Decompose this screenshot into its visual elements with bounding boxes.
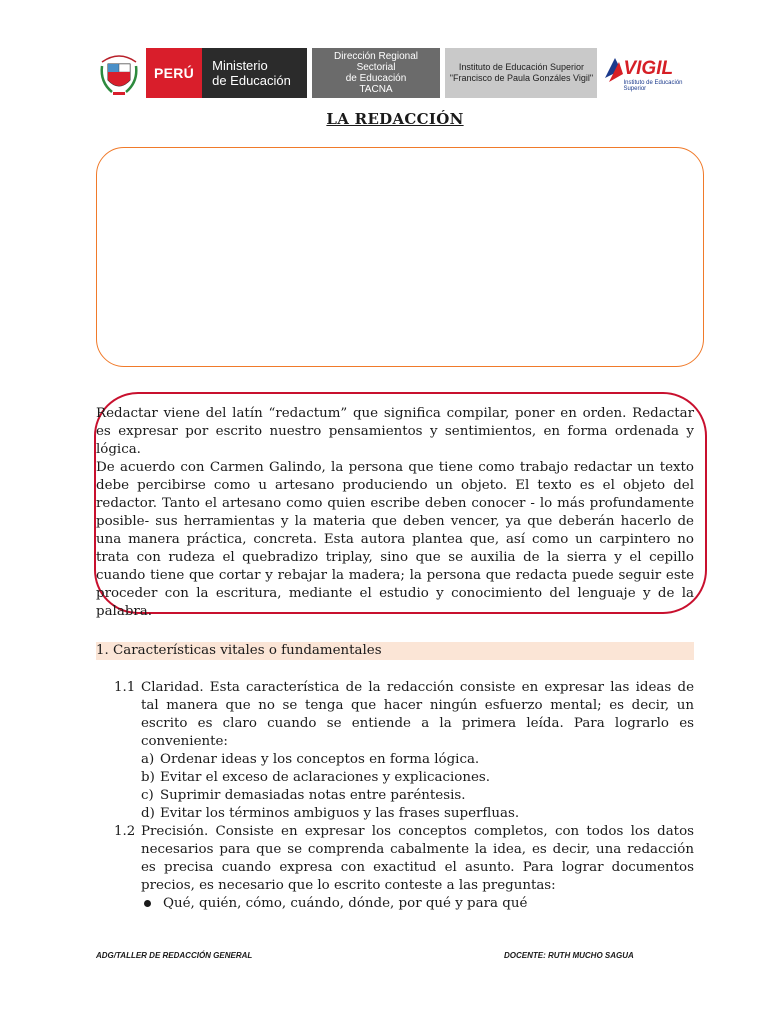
ministerio-label	[202, 48, 307, 98]
footer-left: ADG/TALLER DE REDACCIÓN GENERAL	[96, 951, 253, 960]
subsection-claridad	[114, 679, 694, 823]
instituto-line2: "Francisco de Paula Gonzáles Vigil"	[449, 73, 594, 83]
section-heading-bar	[96, 642, 694, 660]
bullet-icon	[144, 900, 151, 907]
section-heading: 1. Características vitales o fundamentales	[96, 643, 382, 658]
vigil-logo-icon	[601, 48, 686, 98]
header-logos	[96, 46, 686, 100]
instituto-label	[445, 48, 597, 98]
intro-paragraph-1: Redactar viene del latín “redactum” que significa compilar, poner en orden. Redactar es expresar por escrito nuestro pensamientos y sentimientos, en forma ordenada y lógica.	[96, 406, 694, 457]
intro-paragraph-2: De acuerdo con Carmen Galindo, la persona que tiene como trabajo redactar un texto debe percibirse como u artesano produciendo un objeto. El texto es el objeto del redactor. Tanto el artesano como quien escribe deben conocer - lo más profundamente posible- sus herramientas y la materia que deben vencer, ya que deberán hacerlo de una manera práctica, concreta. Esta autora plantea que, así como un carpintero no trata con rudeza el quebradizo triplay, sino que se auxilia de la sierra y el cepillo cuando tiene que cortar y rebajar la madera; la persona que redacta puede seguir este proceder con la escritura, mediante el estudio y conocimiento del lenguaje y de la palabra.	[96, 460, 694, 619]
direccion-line2: de Educación	[345, 73, 407, 84]
vigil-logo-sub: Instituto de Educación Superior	[623, 80, 683, 92]
subsection-precision	[114, 823, 694, 913]
precision-text: Precisión. Consiste en expresar los conceptos completos, con todos los datos necesarios para que se comprenda cabalmente la idea, es decir, una redacción es precisa cuando expresa con exactitud el asunto. Para lograr documentos precios, es necesario que lo escrito conteste a las preguntas:	[141, 824, 694, 893]
intro-text	[96, 405, 694, 621]
direccion-regional-label	[312, 48, 439, 98]
peru-label: PERÚ	[146, 48, 202, 98]
subsection-number: 1.1	[114, 680, 136, 695]
peru-seal-icon	[96, 48, 142, 98]
claridad-list	[141, 751, 694, 823]
list-item: a) Ordenar ideas y los conceptos en forma lógica.	[141, 752, 480, 767]
vigil-logo-text: VIGIL	[623, 58, 674, 79]
ministerio-line2: de Educación	[212, 73, 291, 88]
instituto-line1: Instituto de Educación Superior	[458, 62, 584, 72]
empty-text-box	[96, 147, 704, 367]
page-title: LA REDACCIÓN	[326, 110, 464, 128]
list-item: b) Evitar el exceso de aclaraciones y explicaciones.	[141, 770, 491, 785]
precision-list	[141, 895, 694, 913]
direccion-line1: Dirección Regional Sectorial	[334, 51, 418, 73]
claridad-text: Claridad. Esta característica de la redacción consiste en expresar las ideas de tal manera que no se tenga que hacer ningún esfuerzo mental; es decir, un escrito es claro cuando se entiende a la primera leída. Para lograrlo es conveniente:	[141, 680, 694, 749]
direccion-line3: TACNA	[359, 84, 393, 95]
footer-right: DOCENTE: RUTH MUCHO SAGUA	[504, 951, 634, 960]
subsection-number: 1.2	[114, 824, 136, 839]
list-item: c) Suprimir demasiadas notas entre paréntesis.	[141, 788, 466, 803]
ministerio-line1: Ministerio	[212, 58, 268, 73]
list-item: d) Evitar los términos ambiguos y las frases superfluas.	[141, 806, 520, 821]
list-item: Qué, quién, cómo, cuándo, dónde, por qué y para qué	[141, 895, 694, 913]
